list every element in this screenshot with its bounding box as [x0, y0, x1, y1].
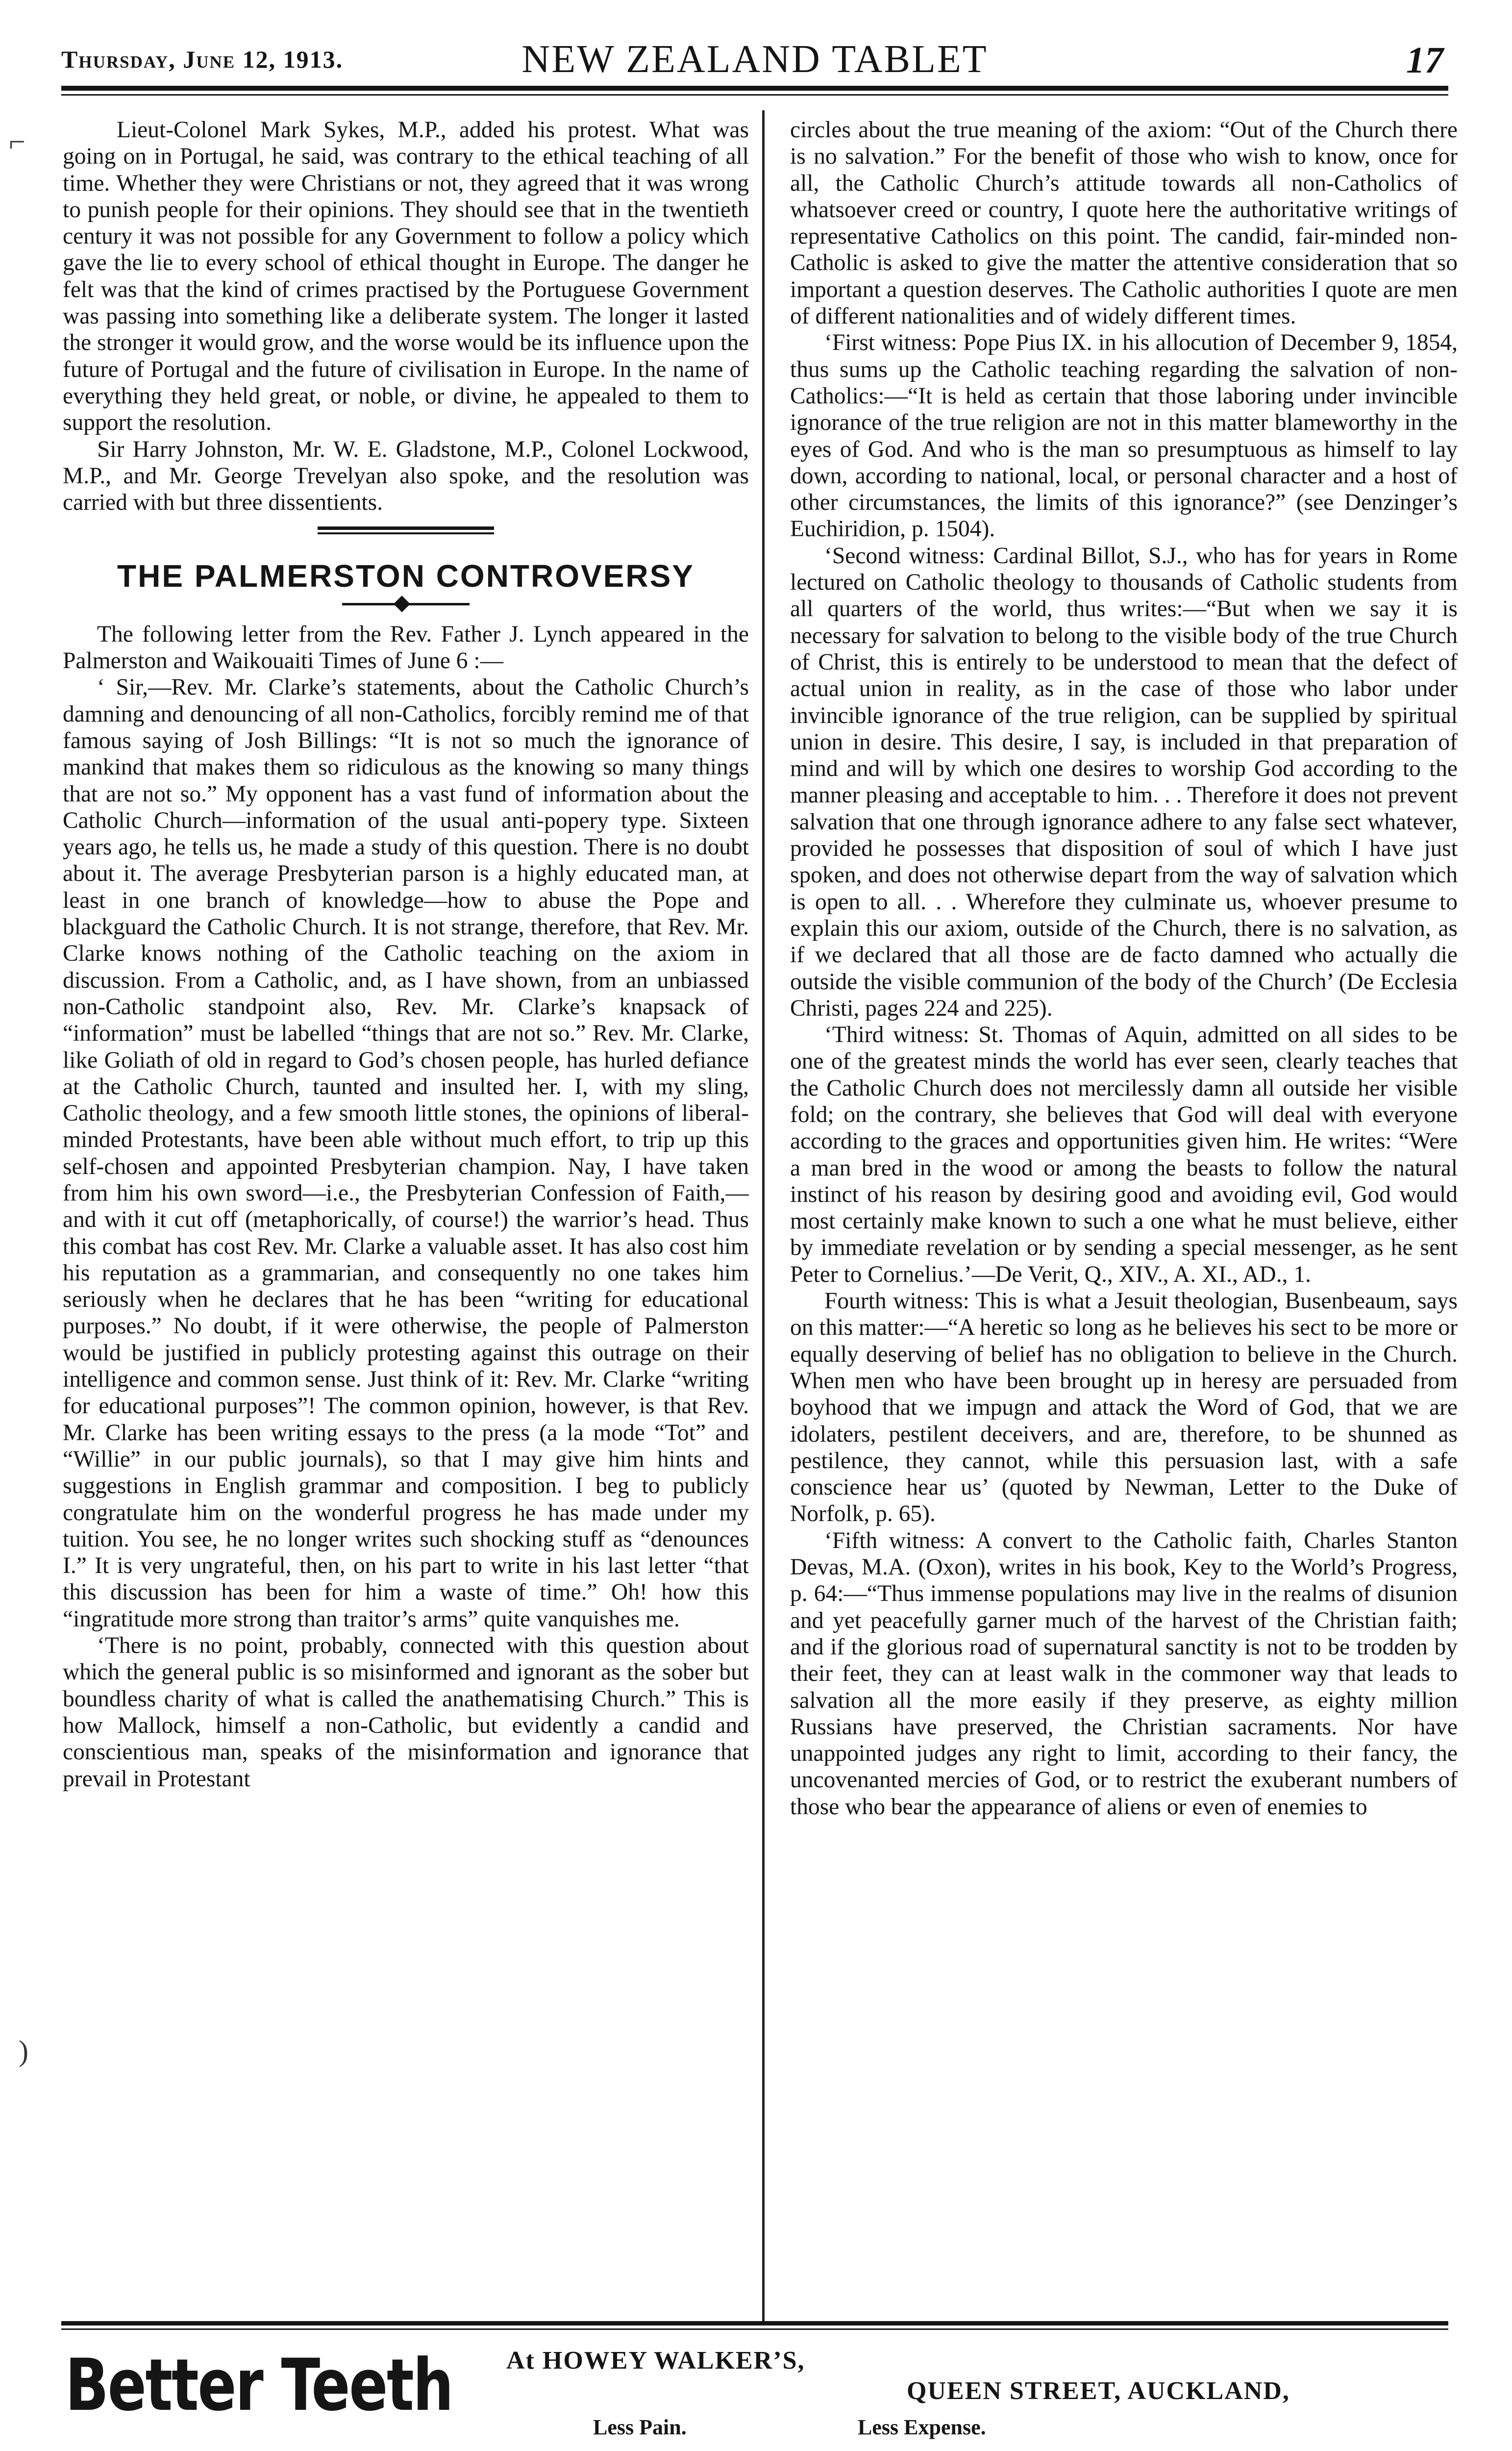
left-column [63, 117, 749, 2308]
ad-brand: Better Teeth [65, 2344, 453, 2427]
ad-at-line: At HOWEY WALKER’S, [506, 2347, 805, 2375]
right-column [790, 117, 1458, 2308]
ad-rule-top-thin [61, 2328, 1448, 2330]
article-paragraph: Lieut-Colonel Mark Sykes, M.P., added his protest. What was going on in Portugal, he said, was contrary to the ethical teaching of all time. Whether they were Christians or not, they agreed that it was wrong to punish people for their opinions. They should see that in the twentieth century it was not possible for any Government to follow a policy which gave the lie to every school of ethical thought in Europe. The danger he felt was that the kind of crimes practised by the Portuguese Government was passing into something like a deliberate system. The longer it lasted the stronger it would grow, and the worse would be its influence upon the future of Portugal and the future of civilisation in Europe. In the name of everything they held great, or noble, or divine, he appealed to them to support the resolution. [63, 117, 749, 436]
header-title: NEW ZEALAND TABLET [521, 38, 988, 81]
section-divider [318, 526, 494, 536]
letter-paragraph: ‘There is no point, probably, connected with this question about which the general public is so misinformed and ignorant as the sober but boundless charity of what is called the anathematising Church.” This is how Mallock, himself a non-Catholic, but evidently a candid and conscientious man, speaks of the misinformation and ignorance that prevail in Protestant [63, 1633, 749, 1792]
margin-mark: ⌐ [9, 125, 25, 158]
witness-paragraph: ‘Fifth witness: A convert to the Catholic faith, Charles Stanton Devas, M.A. (Oxon), writes in his book, Key to the World’s Progress, p. 64:—“Thus immense populations may live in the realms of disunion and yet peacefully garner much of the harvest of the Christian faith; and if the glorious road of supernatural sanctity is not to be trodden by their feet, they can at least walk in the commoner way that leads to salvation all the more easily if they preserve, as eighty million Russians have preserved, the Christian sacraments. Nor have unappointed judges any right to limit, according to their fancy, the uncovenanted mercies of God, or to restrict the exuberant numbers of those who bear the appearance of aliens or even of enemies to [790, 1527, 1458, 1820]
letter-paragraph: circles about the true meaning of the axiom: “Out of the Church there is no salvation.” For the benefit of those who wish to know, once for all, the Catholic Church’s attitude towards all non-Catholics of whatsoever creed or country, I quote here the authoritative writings of representative Catholics on this point. The candid, fair-minded non-Catholic is asked to give the matter the attentive consideration that so important a question deserves. The Catholic authorities I quote are men of different nationalities and of widely different times. [790, 117, 1458, 329]
witness-paragraph: ‘First witness: Pope Pius IX. in his allocution of December 9, 1854, thus sums up the Catholic teaching regarding the salvation of non-Catholics:—“It is held as certain that those laboring under invincible ignorance of the true religion are not in this matter blameworthy in the eyes of God. And who is the man so presumptuous as himself to lay down, according to national, local, or personal character and a host of other circumstances, the limits of this ignorance?” (see Denzinger’s Euchiridion, p. 1504). [790, 330, 1458, 542]
column-divider [762, 110, 765, 2321]
letter-intro: The following letter from the Rev. Father J. Lynch appeared in the Palmerston and Waikouaiti Times of June 6 :— [63, 621, 749, 674]
witness-paragraph: ‘Second witness: Cardinal Billot, S.J., who has for years in Rome lectured on Catholic theology to thousands of Catholic students from all quarters of the world, thus writes:—“But when we say it is necessary for salvation to belong to the visible body of the true Church of Christ, this is entirely to be understood to mean that the defect of actual union in reality, as in the case of those who labor under invincible ignorance of the true religion, can be supplied by spiritual union in desire. This desire, I say, is included in that preparation of mind and will by which one desires to worship God according to the manner pleasing and acceptable to him. . . Therefore it does not prevent salvation that one through ignorance adhere to any false sect whatever, provided he possesses that disposition of soul of which I have just spoken, and does not otherwise depart from the way of salvation which is open to all. . . Wherefore they culminate us, whoever presume to explain this our axiom, outside of the Church, there is no salvation, as if we declared that all those are de facto damned who actually die outside the visible communion of the body of the Church’ (De Ecclesia Christi, pages 224 and 225). [790, 543, 1458, 1021]
ad-rule-top [61, 2321, 1448, 2326]
section-title: THE PALMERSTON CONTROVERSY [117, 558, 694, 594]
ad-address: QUEEN STREET, AUCKLAND, [907, 2377, 1290, 2405]
ad-tag-left: Less Pain. [593, 2415, 687, 2439]
header-page-number: 17 [1406, 40, 1443, 81]
page-header [61, 34, 1448, 83]
advertisement [61, 2337, 1448, 2450]
diamond-divider [342, 598, 470, 610]
header-rule-thin [61, 94, 1448, 96]
margin-mark: ) [19, 2035, 28, 2067]
witness-paragraph: ‘Third witness: St. Thomas of Aquin, admitted on all sides to be one of the greatest minds the world has ever seen, clearly teaches that the Catholic Church does not mercilessly damn all outside her visible fold; on the contrary, she believes that God will deal with everyone according to the graces and opportunities given him. He writes: “Were a man bred in the wood or among the beasts to follow the natural instinct of his reason by desiring good and avoiding evil, God would most certainly make known to such a one what he must believe, either by immediate revelation or by sending a special messenger, as he sent Peter to Cornelius.’—De Verit, Q., XIV., A. XI., AD., 1. [790, 1022, 1458, 1287]
article-paragraph: Sir Harry Johnston, Mr. W. E. Gladstone, M.P., Colonel Lockwood, M.P., and Mr. George Trevelyan also spoke, and the resolution was carried with but three dissentients. [63, 436, 749, 516]
ad-tag-right: Less Expense. [858, 2415, 986, 2439]
letter-paragraph: ‘ Sir,—Rev. Mr. Clarke’s statements, about the Catholic Church’s damning and denouncing of all non-Catholics, forcibly remind me of that famous saying of Josh Billings: “It is not so much the ignorance of mankind that makes them so ridiculous as the knowing so many things that are not so.” My opponent has a vast fund of information about the Catholic Church—information of the usual anti-popery type. Sixteen years ago, he tells us, he made a study of this question. There is no doubt about it. The average Presbyterian parson is a highly educated man, at least in one branch of knowledge—how to abuse the Pope and blackguard the Catholic Church. It is not strange, therefore, that Rev. Mr. Clarke knows nothing of the Catholic teaching on the axiom in discussion. From a Catholic, and, as I have shown, from an unbiassed non-Catholic standpoint also, Rev. Mr. Clarke’s knapsack of “information” must be labelled “things that are not so.” Rev. Mr. Clarke, like Goliath of old in regard to God’s chosen people, has hurled defiance at the Catholic Church, taunted and insulted her. I, with my sling, Catholic theology, and a few smooth little stones, the opinions of liberal-minded Protestants, have been able without much effort, to trip up this self-chosen and appointed Presbyterian champion. Nay, I have taken from him his own sword—i.e., the Presbyterian Confession of Faith,—and with it cut off (metaphorically, of course!) the warrior’s head. Thus this combat has cost Rev. Mr. Clarke a valuable asset. It has also cost him his reputation as a grammarian, and consequently no one takes him seriously when he declares that he has been “writing for educational purposes.” No doubt, if it were otherwise, the people of Palmerston would be justified in publicly protesting against this outrage on their intelligence and common sense. Just think of it: Rev. Mr. Clarke “writing for educational purposes”! The common opinion, however, is that Rev. Mr. Clarke has been writing essays to the press (a la mode “Tot” and “Willie” in our public journals), so that I may give him hints and suggestions in English grammar and composition. I beg to publicly congratulate him on the wonderful progress he has made under my tuition. You see, he no longer writes such shocking stuff as “denounces I.” It is very ungrateful, then, on his part to write in his last letter “that this discussion has been for him a waste of time.” Oh! how this “ingratitude more strong than traitor’s arms” quite vanquishes me. [63, 675, 749, 1632]
header-rule [61, 86, 1448, 91]
header-date: Thursday, June 12, 1913. [61, 46, 344, 73]
witness-paragraph: Fourth witness: This is what a Jesuit theologian, Busenbeaum, says on this matter:—“A heretic so long as he believes his sect to be more or equally deserving of belief has no obligation to believe in the Church. When men who have been brought up in heresy are persuaded from boyhood that we impugn and attack the Word of God, that we are idolaters, pestilent deceivers, and are, therefore, to be shunned as pestilence, they cannot, while this persuasion last, with a safe conscience hear us’ (quoted by Newman, Letter to the Duke of Norfolk, p. 65). [790, 1288, 1458, 1527]
